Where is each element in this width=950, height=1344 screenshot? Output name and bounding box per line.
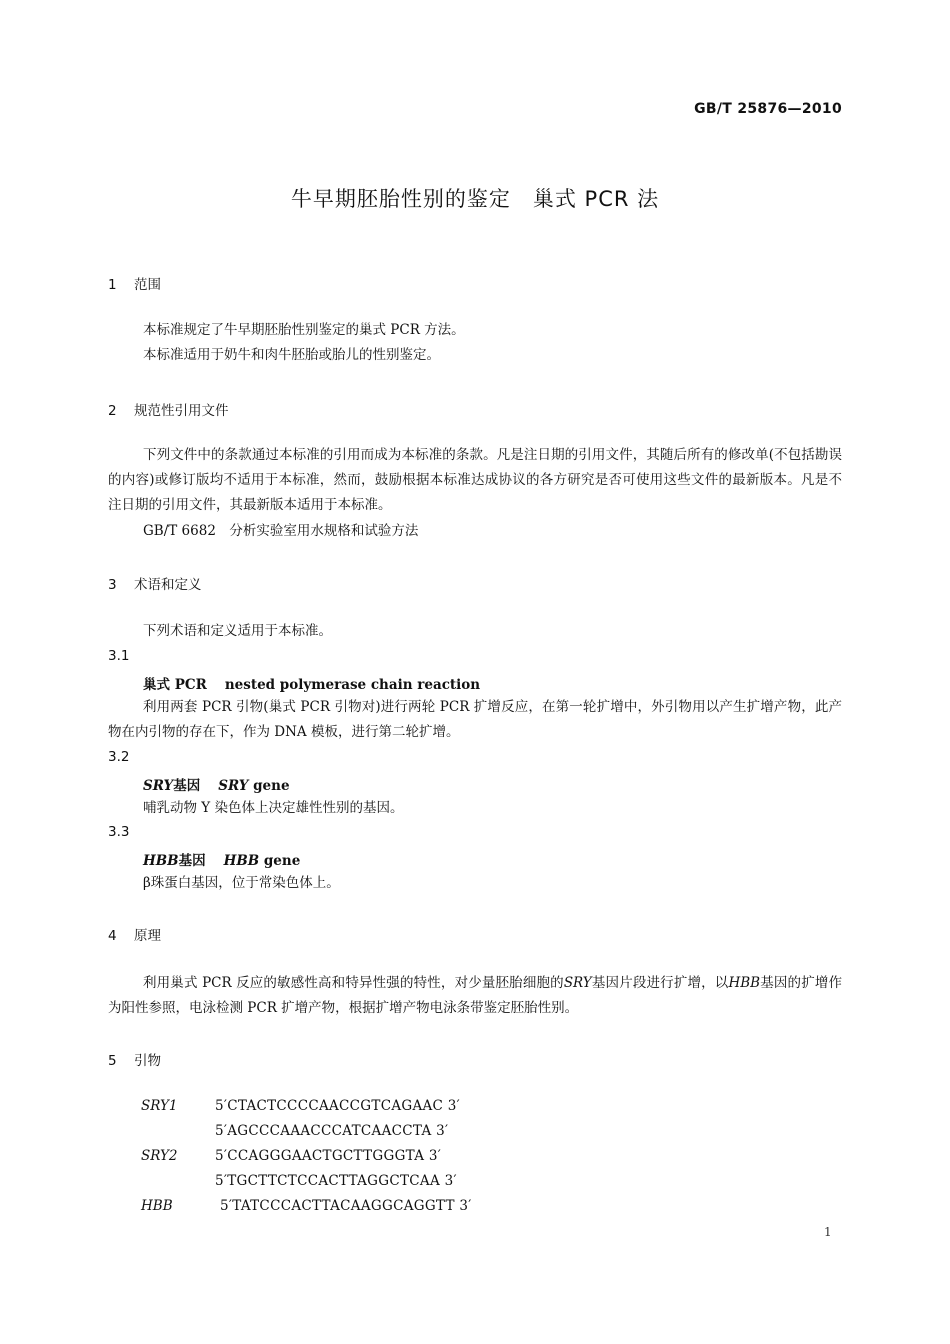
- principle-text: 基因的扩增作为阳性参照，电泳检测 PCR 扩增产物，根据扩增产物电泳条带鉴定胚胎性别。: [108, 975, 843, 1016]
- primer-sequence: 5′TGCTTCTCCACTTAGGCTCAA 3′: [215, 1173, 457, 1189]
- primer-sequence: 5′CTACTCCCCAACCGTCAGAAC 3′: [215, 1098, 461, 1114]
- principle-text: 基因片段进行扩增，以: [591, 975, 729, 991]
- term-3-2-definition: 哺乳动物 Y 染色体上决定雄性性别的基因。: [143, 800, 404, 816]
- term-3-3-definition: β珠蛋白基因，位于常染色体上。: [143, 875, 340, 891]
- term-en-suffix: gene: [263, 853, 301, 869]
- gene-name: SRY: [143, 778, 174, 794]
- term-3-1-number: 3.1: [108, 648, 130, 664]
- primer-sequence: 5′AGCCCAAACCCATCAACCTA 3′: [215, 1123, 449, 1139]
- section-title: 规范性引用文件: [134, 403, 229, 419]
- primer-name: HBB: [141, 1198, 173, 1214]
- gene-name: HBB: [143, 853, 179, 869]
- section-number: 1: [108, 277, 117, 293]
- principle-text: 利用巢式 PCR 反应的敏感性高和特异性强的特性，对少量胚胎细胞的: [143, 975, 564, 991]
- normative-reference: GB/T 6682 分析实验室用水规格和试验方法: [143, 523, 419, 539]
- section-number: 4: [108, 928, 117, 944]
- primer-sequence: 5′CCAGGGAACTGCTTGGGTA 3′: [215, 1148, 442, 1164]
- primer-name: SRY2: [141, 1148, 178, 1164]
- term-3-3-number: 3.3: [108, 824, 130, 840]
- term-cn-suffix: 基因: [178, 853, 206, 869]
- page-number: 1: [824, 1225, 832, 1239]
- gene-name: SRY: [218, 778, 249, 794]
- section-5-heading: [108, 1049, 161, 1069]
- section-1-paragraph-1: 本标准规定了牛早期胚胎性别鉴定的巢式 PCR 方法。: [143, 322, 465, 338]
- section-title: 术语和定义: [134, 577, 202, 593]
- term-3-2-number: 3.2: [108, 749, 130, 765]
- term-3-1-title: [143, 673, 480, 693]
- term-en: nested polymerase chain reaction: [224, 677, 481, 693]
- section-1-heading: [108, 273, 161, 293]
- section-3-intro: 下列术语和定义适用于本标准。: [143, 623, 332, 639]
- document-title: 牛早期胚胎性别的鉴定 巢式 PCR 法: [290, 187, 660, 211]
- section-title: 范围: [134, 277, 161, 293]
- gene-name: HBB: [728, 975, 761, 991]
- section-title: 引物: [134, 1053, 161, 1069]
- term-cn-suffix: 基因: [173, 778, 201, 794]
- section-number: 3: [108, 577, 117, 593]
- primer-name: SRY1: [141, 1098, 178, 1114]
- term-3-3-title: [143, 849, 300, 869]
- standard-code: GB/T 25876—2010: [694, 101, 842, 117]
- section-3-heading: [108, 573, 202, 593]
- gene-name: SRY: [563, 975, 592, 991]
- gene-name: HBB: [223, 853, 260, 869]
- term-3-1-definition: 利用两套 PCR 引物(巢式 PCR 引物对)进行两轮 PCR 扩增反应，在第一轮扩增中，外引物用以产生扩增产物，此产物在内引物的存在下，作为 DNA 模板，进行第二轮扩增。: [108, 699, 842, 740]
- section-4-heading: [108, 924, 161, 944]
- term-en-suffix: gene: [253, 778, 290, 794]
- term-cn: 巢式 PCR: [143, 677, 207, 693]
- term-3-2-title: [143, 774, 290, 794]
- primer-sequence: 5′TATCCCACTTACAAGGCAGGTT 3′: [220, 1198, 472, 1214]
- section-4-paragraph: [108, 971, 842, 1021]
- section-title: 原理: [134, 928, 161, 944]
- section-2-heading: [108, 399, 229, 419]
- section-number: 5: [108, 1053, 117, 1069]
- section-1-paragraph-2: 本标准适用于奶牛和肉牛胚胎或胎儿的性别鉴定。: [143, 347, 440, 363]
- section-number: 2: [108, 403, 117, 419]
- section-2-paragraph: 下列文件中的条款通过本标准的引用而成为本标准的条款。凡是注日期的引用文件，其随后所有的修改单(不包括勘误的内容)或修订版均不适用于本标准，然而，鼓励根据本标准达成协议的各方研究是否可使用这些文件的最新版本。凡是不注日期的引用文件，其最新版本适用于本标准。: [108, 447, 842, 513]
